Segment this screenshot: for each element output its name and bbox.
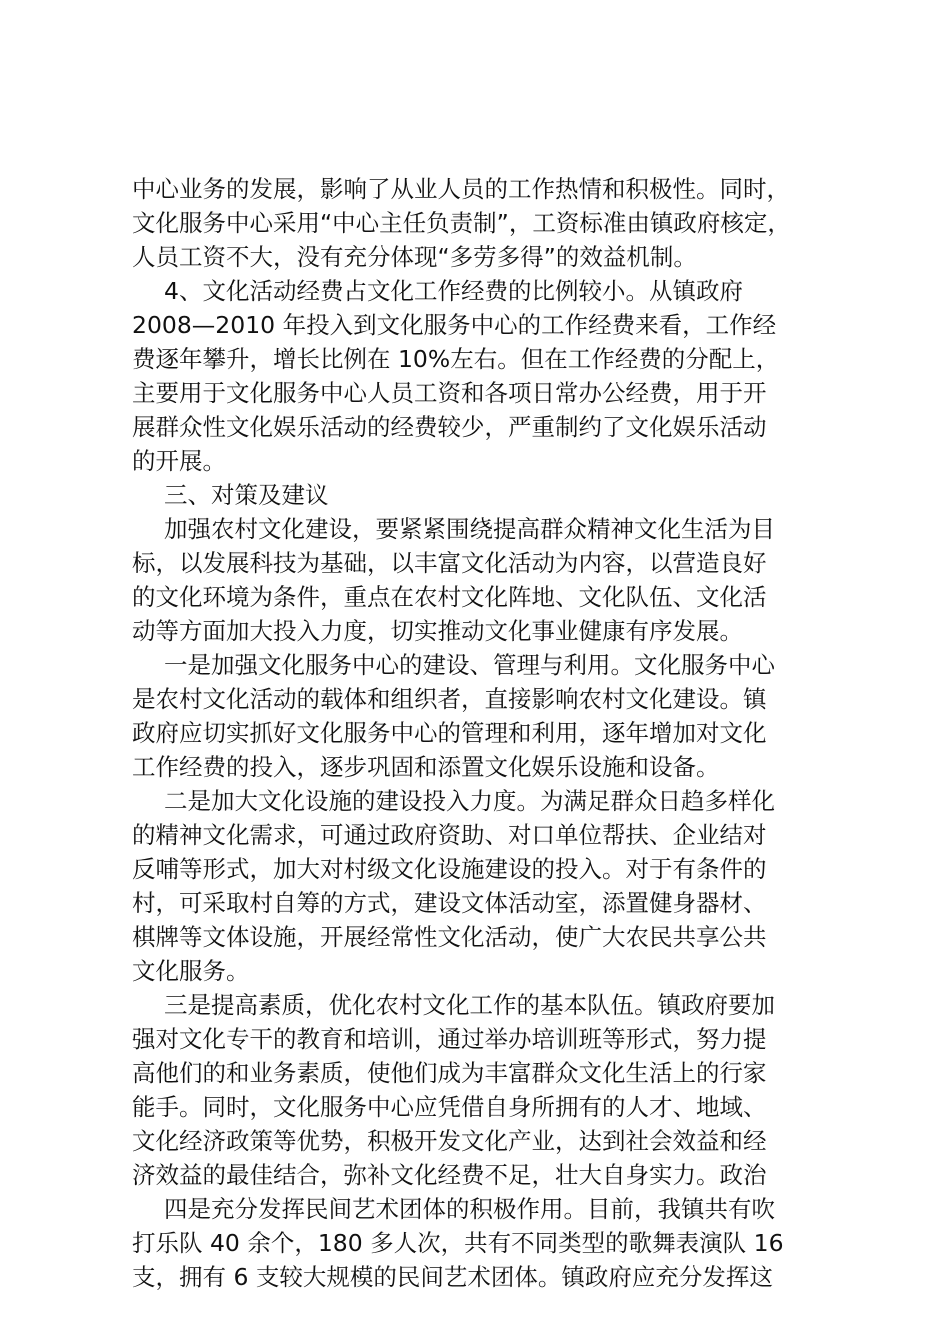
text-line: 打乐队 40 余个，180 多人次，共有不同类型的歌舞表演队 16	[132, 1229, 784, 1257]
text-line: 四是充分发挥民间艺术团体的积极作用。目前，我镇共有吹	[164, 1195, 775, 1223]
text-line: 棋牌等文体设施，开展经常性文化活动，使广大农民共享公共	[132, 923, 767, 951]
text-line: 4、文化活动经费占文化工作经费的比例较小。从镇政府	[164, 277, 743, 305]
text-line: 文化服务。	[132, 957, 250, 985]
text-line: 支，拥有 6 支较大规模的民间艺术团体。镇政府应充分发挥这	[132, 1263, 773, 1291]
text-line: 文化经济政策等优势，积极开发文化产业，达到社会效益和经	[132, 1127, 767, 1155]
text-line: 中心业务的发展，影响了从业人员的工作热情和积极性。同时，	[132, 175, 790, 203]
text-line: 展群众性文化娱乐活动的经费较少，严重制约了文化娱乐活动	[132, 413, 767, 441]
text-line: 的开展。	[132, 447, 226, 475]
text-line: 村，可采取村自筹的方式，建设文体活动室，添置健身器材、	[132, 889, 767, 917]
text-line: 的文化环境为条件，重点在农村文化阵地、文化队伍、文化活	[132, 583, 767, 611]
text-line: 人员工资不大，没有充分体现“多劳多得”的效益机制。	[132, 243, 697, 271]
text-line: 文化服务中心采用“中心主任负责制”，工资标准由镇政府核定，	[132, 209, 791, 237]
text-line: 是农村文化活动的载体和组织者，直接影响农村文化建设。镇	[132, 685, 767, 713]
text-line: 强对文化专干的教育和培训，通过举办培训班等形式，努力提	[132, 1025, 767, 1053]
text-line: 反哺等形式，加大对村级文化设施建设的投入。对于有条件的	[132, 855, 767, 883]
text-line: 主要用于文化服务中心人员工资和各项日常办公经费，用于开	[132, 379, 767, 407]
text-line: 政府应切实抓好文化服务中心的管理和利用，逐年增加对文化	[132, 719, 767, 747]
text-line: 二是加大文化设施的建设投入力度。为满足群众日趋多样化	[164, 787, 775, 815]
text-line: 费逐年攀升，增长比例在 10%左右。但在工作经费的分配上，	[132, 345, 780, 373]
document-body	[132, 172, 832, 1294]
text-line: 一是加强文化服务中心的建设、管理与利用。文化服务中心	[164, 651, 775, 679]
text-line: 加强农村文化建设，要紧紧围绕提高群众精神文化生活为目	[164, 515, 775, 543]
text-line: 高他们的和业务素质，使他们成为丰富群众文化生活上的行家	[132, 1059, 767, 1087]
text-line: 标，以发展科技为基础，以丰富文化活动为内容，以营造良好	[132, 549, 767, 577]
text-line: 的精神文化需求，可通过政府资助、对口单位帮扶、企业结对	[132, 821, 767, 849]
text-line: 2008—2010 年投入到文化服务中心的工作经费来看，工作经	[132, 311, 777, 339]
text-line: 济效益的最佳结合，弥补文化经费不足，壮大自身实力。政治	[132, 1161, 767, 1189]
text-line: 工作经费的投入，逐步巩固和添置文化娱乐设施和设备。	[132, 753, 720, 781]
text-line: 三、对策及建议	[164, 481, 329, 509]
text-line: 动等方面加大投入力度，切实推动文化事业健康有序发展。	[132, 617, 743, 645]
text-line: 三是提高素质，优化农村文化工作的基本队伍。镇政府要加	[164, 991, 775, 1019]
text-line: 能手。同时，文化服务中心应凭借自身所拥有的人才、地域、	[132, 1093, 767, 1121]
